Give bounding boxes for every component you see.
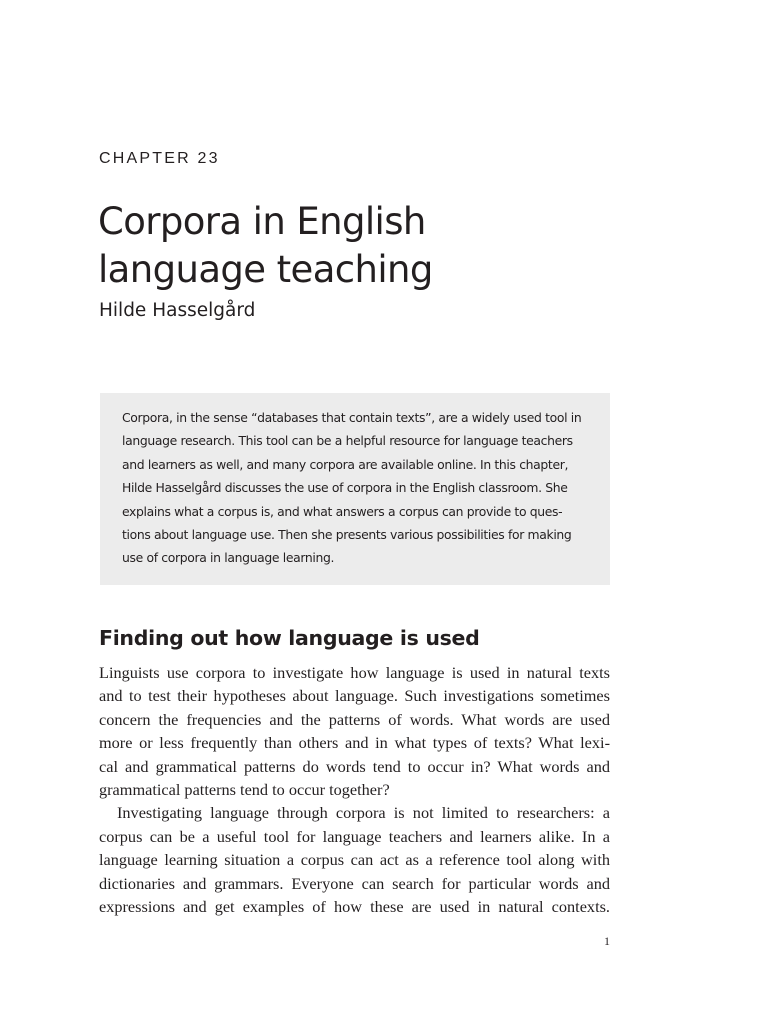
- abstract-box: [100, 393, 610, 585]
- body-text: [99, 661, 610, 918]
- chapter-label: CHAPTER 23: [99, 150, 220, 167]
- abstract-line: tions about language use. Then she presents various possibilities for making: [122, 527, 572, 543]
- abstract-text: [122, 406, 588, 570]
- page-number: 1: [604, 934, 610, 948]
- body-line: corpus can be a useful tool for language teachers and learners alike. In a: [99, 826, 610, 846]
- title-line: language teaching: [98, 248, 433, 291]
- paragraph: [99, 801, 610, 918]
- paragraph: [99, 661, 610, 801]
- author-name: Hilde Hasselgård: [99, 300, 256, 321]
- body-line: Linguists use corpora to investigate how language is used in natural texts: [99, 663, 610, 682]
- body-line: language learning situation a corpus can act as a reference tool along with: [99, 850, 610, 870]
- body-line: expressions and get examples of how these are used in natural contexts.: [99, 897, 610, 917]
- abstract-line: and learners as well, and many corpora are available online. In this chapter,: [122, 456, 569, 472]
- abstract-line: use of corpora in language learning.: [122, 550, 335, 566]
- body-line: cal and grammatical patterns do words tend to occur in? What words and: [99, 756, 610, 776]
- abstract-line: explains what a corpus is, and what answers a corpus can provide to ques-: [122, 503, 563, 519]
- section-heading: Finding out how language is used: [99, 626, 480, 650]
- abstract-line: Hilde Hasselgård discusses the use of corpora in the English classroom. She: [122, 480, 568, 496]
- abstract-line: Corpora, in the sense “databases that contain texts”, are a widely used tool in: [122, 410, 582, 425]
- abstract-line: language research. This tool can be a helpful resource for language teachers: [122, 433, 573, 449]
- body-line: dictionaries and grammars. Everyone can search for particular words and: [99, 873, 610, 893]
- body-line: concern the frequencies and the patterns of words. What words are used: [99, 709, 610, 729]
- body-line: Investigating language through corpora is not limited to researchers: a: [117, 803, 610, 823]
- body-line: more or less frequently than others and in what types of texts? What lexi-: [99, 733, 610, 753]
- chapter-title: [98, 198, 433, 294]
- body-line: and to test their hypotheses about language. Such investigations sometimes: [99, 686, 610, 706]
- body-line: grammatical patterns tend to occur together?: [99, 780, 390, 800]
- title-line: Corpora in English: [98, 200, 426, 243]
